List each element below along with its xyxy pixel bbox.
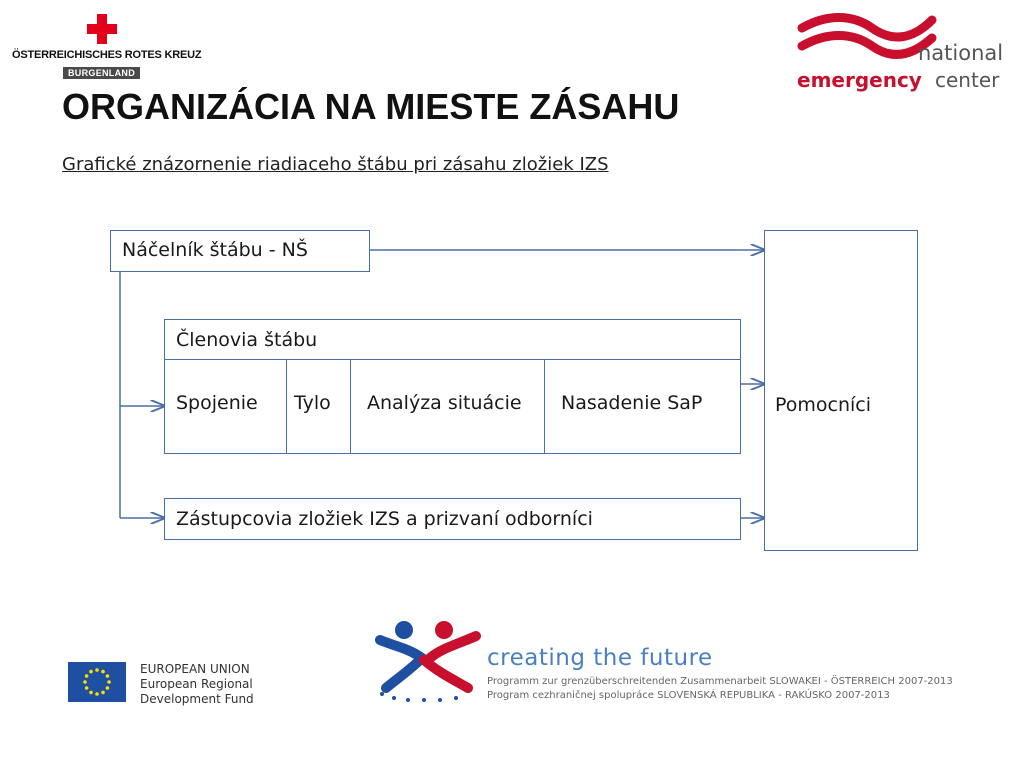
eu-star <box>89 670 93 674</box>
nec-word-emergency: emergency <box>797 68 922 92</box>
helpers-box <box>764 230 918 551</box>
representatives-label: Zástupcovia zložiek IZS a prizvaní odborníci <box>176 508 593 530</box>
members-col-sep-3 <box>544 359 545 453</box>
eu-star <box>95 692 99 696</box>
eu-star <box>101 670 105 674</box>
members-header: Členovia štábu <box>176 329 318 351</box>
program-de-text: Programm zur grenzüberschreitenden Zusammenarbeit SLOWAKEI - ÖSTERREICH 2007-2013 <box>487 676 953 687</box>
eu-line: European Regional <box>140 677 253 691</box>
program-sk-text: Program cezhraničnej spolupráce SLOVENSKÁ REPUBLIKA - RAKÚSKO 2007-2013 <box>487 690 890 701</box>
nec-word-national: national <box>918 41 1004 65</box>
chief-box <box>110 230 370 272</box>
slogan-text: creating the future <box>487 645 713 671</box>
eu-star <box>85 674 89 678</box>
eu-star <box>106 686 110 690</box>
members-box <box>164 319 741 454</box>
helpers-label: Pomocníci <box>775 394 872 416</box>
red-cross-region-badge: BURGENLAND <box>63 67 140 79</box>
members-col-sep-1 <box>286 359 287 453</box>
nec-word-center: center <box>935 68 1000 92</box>
eu-flag-icon <box>68 662 126 702</box>
members-divider <box>165 359 740 360</box>
eu-star <box>83 680 87 684</box>
page-subtitle: Grafické znázornenie riadiaceho štábu pri zásahu zložiek IZS <box>62 154 609 175</box>
eu-star <box>106 674 110 678</box>
eu-star <box>107 680 111 684</box>
red-cross-org-name: ÖSTERREICHISCHES ROTES KREUZ <box>12 49 202 61</box>
members-col-sep-2 <box>350 359 351 453</box>
member-item: Spojenie <box>176 392 258 414</box>
chief-label: Náčelník štábu - NŠ <box>122 239 308 261</box>
representatives-box <box>164 498 741 540</box>
eu-line: EUROPEAN UNION <box>140 662 250 676</box>
eu-star <box>101 691 105 695</box>
creating-future-figures-icon <box>372 618 484 702</box>
eu-line: Development Fund <box>140 692 254 706</box>
member-item: Analýza situácie <box>367 392 522 414</box>
member-item: Nasadenie SaP <box>561 392 703 414</box>
member-item: Tylo <box>294 392 331 414</box>
eu-star <box>95 668 99 672</box>
eu-star <box>89 691 93 695</box>
eu-stars-ring <box>68 662 126 702</box>
page-title: ORGANIZÁCIA NA MIESTE ZÁSAHU <box>62 86 680 127</box>
eu-star <box>85 686 89 690</box>
eu-fund-text <box>140 662 254 707</box>
